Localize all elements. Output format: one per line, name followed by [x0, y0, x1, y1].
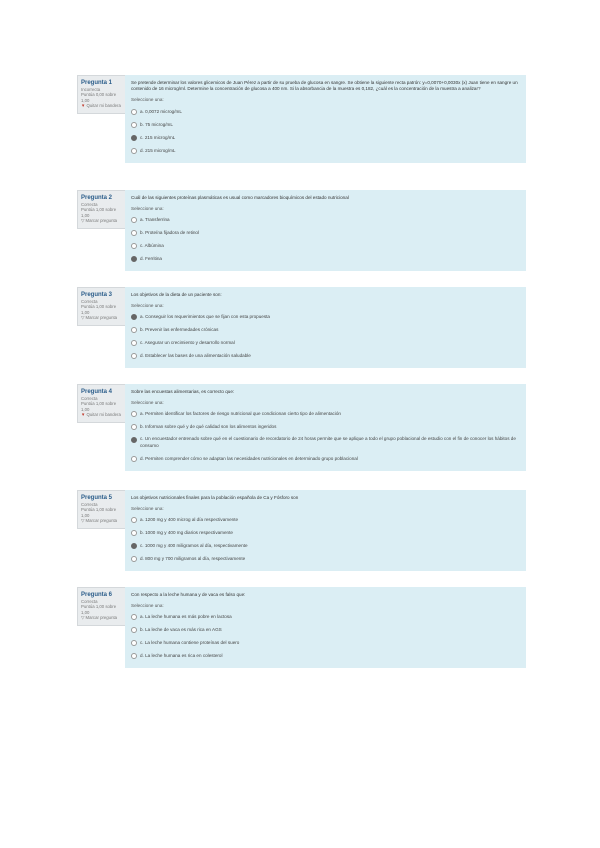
question-text: Con respecto a la leche humana y de vaca es falso que: [131, 592, 246, 597]
question-status: Correcta [81, 502, 98, 507]
select-label: Seleccione una: [131, 603, 164, 609]
flag-icon: ▽ [81, 615, 85, 621]
option-label: a. 1200 mg y 400 microg al día respectivamente [140, 517, 239, 523]
question-number: Pregunta 4 [81, 389, 113, 395]
question-status: Correcta [81, 202, 98, 207]
option-label: b. Informan sobre qué y de qué calidad son los alimentos ingeridos [140, 424, 277, 430]
radio-button[interactable] [131, 456, 137, 462]
question-content [125, 587, 526, 668]
option-label: a. Conseguir los requerimientos que se fijan con esta propuesta [140, 314, 270, 320]
radio-button[interactable] [131, 217, 137, 223]
select-label: Seleccione una: [131, 303, 164, 309]
question-score: Puntúa 1,00 sobre 1,00 [81, 401, 117, 412]
answer-option[interactable] [131, 610, 520, 623]
option-label: b. 1000 mg y 400 mg diarios respectivamente [140, 530, 233, 536]
radio-button[interactable] [131, 122, 137, 128]
answer-option[interactable] [131, 349, 520, 362]
radio-button[interactable] [131, 256, 137, 262]
question-status: Correcta [81, 396, 98, 401]
radio-button[interactable] [131, 411, 137, 417]
question-score: Puntúa 1,00 sobre 1,00 [81, 207, 117, 218]
radio-button[interactable] [131, 614, 137, 620]
question-info-panel [77, 587, 127, 626]
question-info-panel [77, 384, 127, 423]
option-label: c. 1000 mg y 400 miligramos al día, respectivamente [140, 543, 248, 549]
radio-button[interactable] [131, 135, 137, 141]
question-status: Correcta [81, 299, 98, 304]
option-label: b. Prevenir las enfermedades crónicas [140, 327, 219, 333]
flag-icon: ▽ [81, 518, 85, 524]
answer-option[interactable] [131, 526, 520, 539]
answer-option[interactable] [131, 118, 520, 131]
radio-button[interactable] [131, 556, 137, 562]
option-label: c. Un encuestador entrenado sobre qué en el cuestionario de recordatorio de 24 horas permite que se aplique a todo el grupo poblacional de estudio con el fin de conocer los hábitos de consumo [140, 436, 516, 448]
option-label: d. La leche humana es rica en colesterol [140, 653, 223, 659]
radio-button[interactable] [131, 543, 137, 549]
radio-button[interactable] [131, 109, 137, 115]
answer-option[interactable] [131, 539, 520, 552]
radio-button[interactable] [131, 353, 137, 359]
answer-option[interactable] [131, 144, 520, 157]
select-label: Seleccione una: [131, 400, 164, 406]
question-number: Pregunta 2 [81, 195, 113, 201]
flag-icon: ▽ [81, 218, 85, 224]
answer-option[interactable] [131, 623, 520, 636]
question-content [125, 384, 526, 471]
flag-label: Marcar pregunta [85, 615, 118, 621]
question-number: Pregunta 3 [81, 292, 113, 298]
option-label: b. La leche de vaca es más rica en AGS [140, 627, 222, 633]
question-content [125, 75, 526, 163]
radio-button[interactable] [131, 517, 137, 523]
radio-button[interactable] [131, 243, 137, 249]
flag-label: Marcar pregunta [85, 518, 118, 524]
answer-option[interactable] [131, 131, 520, 144]
flag-question-button[interactable] [81, 218, 123, 223]
answer-option[interactable] [131, 552, 520, 565]
select-label: Seleccione una: [131, 206, 164, 212]
answer-option[interactable] [131, 239, 520, 252]
option-label: d. Permiten comprender cómo se adaptan las necesidades nutricionales en determinado grupo poblacional [140, 455, 358, 461]
radio-button[interactable] [131, 148, 137, 154]
option-label: a. La leche humana es más pobre en lactosa [140, 614, 232, 620]
option-label: b. Proteína fijadora de retinol [140, 230, 199, 236]
flag-label: Quitar mi bandera [86, 103, 121, 109]
flag-question-button[interactable] [81, 315, 123, 320]
option-label: a. Transferrina [140, 217, 170, 223]
answer-option[interactable] [131, 213, 520, 226]
question-score: Puntúa 1,00 sobre 1,00 [81, 304, 117, 315]
flag-question-button[interactable] [81, 103, 123, 108]
question-content [125, 490, 526, 571]
flag-question-button[interactable] [81, 615, 123, 620]
option-label: d. Ferritina [140, 256, 162, 262]
question-text: Los objetivos de la dieta de un paciente son: [131, 292, 222, 297]
question-score: Puntúa 1,00 sobre 1,00 [81, 507, 117, 518]
flag-icon: ▼ [81, 103, 86, 109]
answer-option[interactable] [131, 226, 520, 239]
flag-label: Quitar mi bandera [86, 412, 121, 418]
option-label: c. 215 microg/mL [140, 134, 176, 140]
flag-question-button[interactable] [81, 518, 123, 523]
radio-button[interactable] [131, 230, 137, 236]
option-label: d. 800 mg y 700 miligramos al día, respectivamente [140, 556, 246, 562]
radio-button[interactable] [131, 314, 137, 320]
question-info-panel [77, 190, 127, 229]
flag-icon: ▼ [81, 412, 86, 418]
radio-button[interactable] [131, 530, 137, 536]
radio-button[interactable] [131, 653, 137, 659]
radio-button[interactable] [131, 424, 137, 430]
question-content [125, 190, 526, 271]
question-text: Sobre las encuestas alimentarias, es correcto que: [131, 389, 235, 394]
flag-label: Marcar pregunta [85, 218, 118, 224]
question-number: Pregunta 5 [81, 495, 113, 501]
answer-option[interactable] [131, 433, 520, 451]
answer-option[interactable] [131, 323, 520, 336]
question-content [125, 287, 526, 368]
question-score: Puntúa 1,00 sobre 1,00 [81, 604, 117, 615]
question-status: Correcta [81, 599, 98, 604]
flag-label: Marcar pregunta [85, 315, 118, 321]
option-label: a. 0,0072 microg/mL [140, 108, 182, 114]
select-label: Seleccione una: [131, 97, 164, 103]
question-text: Se pretende determinar los valores glicemicos de Juan Pérez a partir de su prueba de glucosa en sangre. Se obtiene la siguiente recta patrón: y=0,0070+0,0030x (x) Juan tiene en sangre un contenido de 16 microg/ml. Determine la concentración de glucosa a 400 nm. Si la absorbancia de la muestra es 0,182, ¿cuál es la concentración de la muestra a analizar? [131, 80, 518, 92]
answer-option[interactable] [131, 420, 520, 433]
option-label: d. Establecer las bases de una alimentación saludable [140, 353, 251, 359]
question-number: Pregunta 1 [81, 80, 113, 86]
answer-option[interactable] [131, 336, 520, 349]
option-label: d. 215 microg/mL [140, 147, 176, 153]
radio-button[interactable] [131, 627, 137, 633]
answer-option[interactable] [131, 513, 520, 526]
option-label: a. Permiten identificar los factores de riesgo nutricional que condicionan cierto tipo de alimentación [140, 411, 341, 417]
answer-option[interactable] [131, 252, 520, 265]
question-text: Cuál de las siguientes proteínas plasmáticas es usual como marcadores bioquímicos del estado nutricional [131, 195, 349, 200]
flag-icon: ▽ [81, 315, 85, 321]
answer-option[interactable] [131, 310, 520, 323]
radio-button[interactable] [131, 327, 137, 333]
question-score: Puntúa 0,00 sobre 1,00 [81, 92, 117, 103]
answer-option[interactable] [131, 407, 520, 420]
option-label: c. La leche humana contiene proteínas del suero [140, 640, 240, 646]
option-label: b. 75 microg/mL [140, 121, 173, 127]
question-number: Pregunta 6 [81, 592, 113, 598]
radio-button[interactable] [131, 437, 137, 443]
radio-button[interactable] [131, 340, 137, 346]
question-info-panel [77, 490, 127, 529]
answer-option[interactable] [131, 636, 520, 649]
question-text: Los objetivos nutricionales finales para la población española de Ca y Fósforo son [131, 495, 299, 500]
option-label: c. Albúmina [140, 243, 164, 249]
question-status: Incorrecta [81, 87, 101, 92]
select-label: Seleccione una: [131, 506, 164, 512]
option-label: c. Asegurar un crecimiento y desarrollo normal [140, 340, 235, 346]
radio-button[interactable] [131, 640, 137, 646]
answer-option[interactable] [131, 649, 520, 662]
flag-question-button[interactable] [81, 412, 123, 417]
question-info-panel [77, 75, 127, 114]
answer-option[interactable] [131, 105, 520, 118]
question-info-panel [77, 287, 127, 326]
answer-option[interactable] [131, 452, 520, 465]
